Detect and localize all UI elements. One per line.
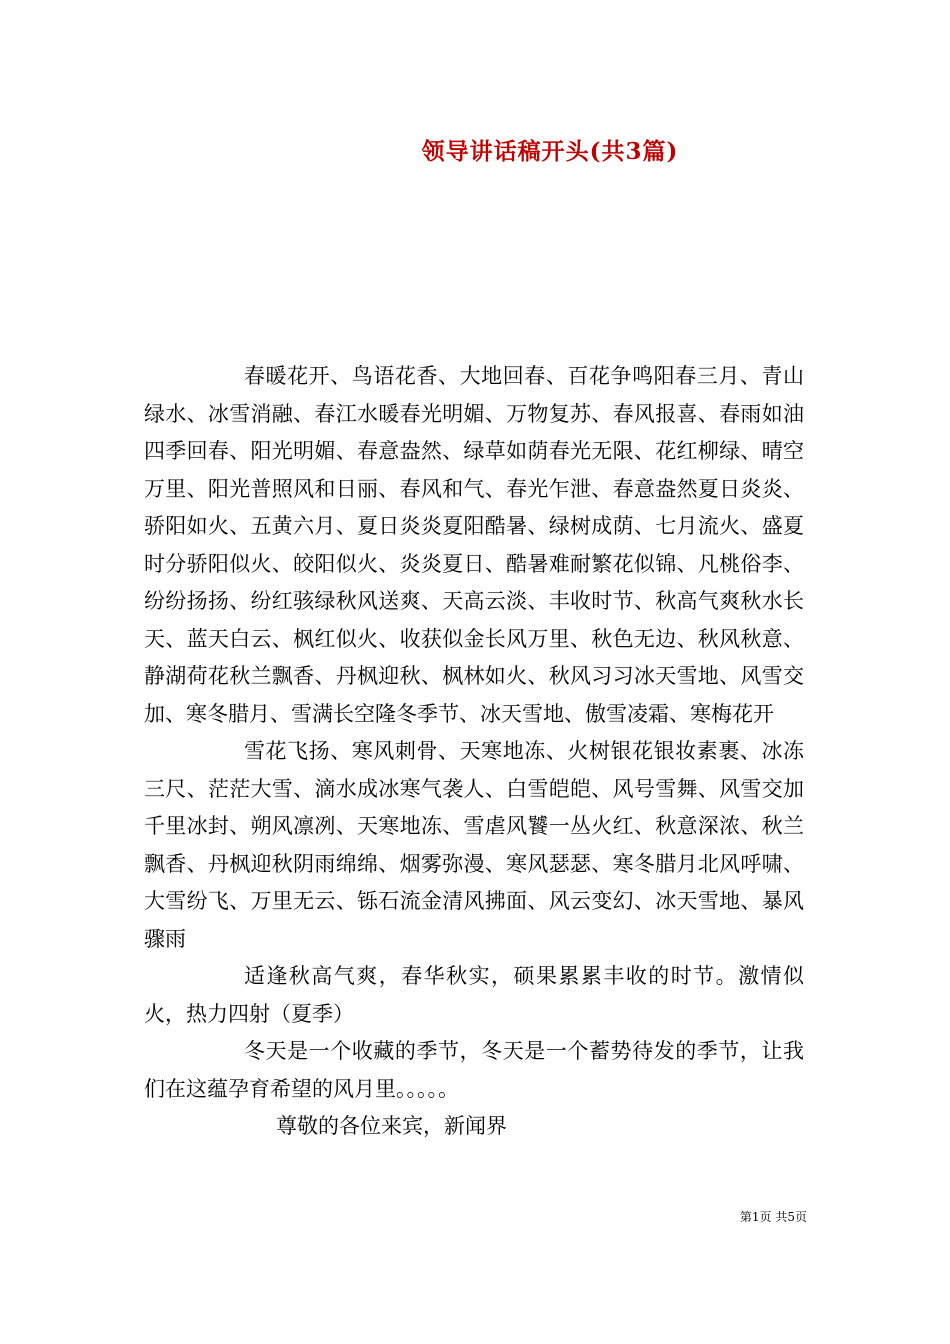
paragraph-winter-autumn-phrases: 雪花飞扬、寒风刺骨、天寒地冻、火树银花银妆素裹、冰冻三尺、茫茫大雪、滴水成冰寒气袭人、白雪皑皑、风号雪舞、风雪交加千里冰封、朔风凛冽、天寒地冻、雪虐风饕一丛火红、秋意深浓、秋兰飘香、丹枫迎秋阴雨绵绵、烟雾弥漫、寒风瑟瑟、寒冬腊月北风呼啸、大雪纷飞、万里无云、铄石流金清风拂面、风云变幻、冰天雪地、暴风骤雨 xyxy=(144,739,804,951)
paragraph-winter-season: 冬天是一个收藏的季节，冬天是一个蓄势待发的季节，让我们在这蕴孕育希望的风月里。。。。。 xyxy=(144,1039,804,1101)
document-title: 领导讲话稿开头(共3篇) xyxy=(421,138,679,165)
document-body xyxy=(144,358,804,1146)
paragraph-greeting: 尊敬的各位来宾，新闻界 xyxy=(276,1114,507,1138)
paragraph-seasons-spring-to-winter: 春暖花开、鸟语花香、大地回春、百花争鸣阳春三月、青山绿水、冰雪消融、春江水暖春光明媚、万物复苏、春风报喜、春雨如油四季回春、阳光明媚、春意盎然、绿草如荫春光无限、花红柳绿、晴空万里、阳光普照风和日丽、春风和气、春光乍泄、春意盎然夏日炎炎、骄阳如火、五黄六月、夏日炎炎夏阳酷暑、绿树成荫、七月流火、盛夏时分骄阳似火、皎阳似火、炎炎夏日、酷暑难耐繁花似锦、凡桃俗李、纷纷扬扬、纷红骇绿秋风送爽、天高云淡、丰收时节、秋高气爽秋水长天、蓝天白云、枫红似火、收获似金长风万里、秋色无边、秋风秋意、静湖荷花秋兰飘香、丹枫迎秋、枫林如火、秋风习习冰天雪地、风雪交加、寒冬腊月、雪满长空隆冬季节、冰天雪地、傲雪凌霜、寒梅花开 xyxy=(144,364,804,726)
page-indicator: 第1页 共5页 xyxy=(739,1210,807,1224)
paragraph-autumn-harvest: 适逢秋高气爽，春华秋实，硕果累累丰收的时节。激情似火，热力四射（夏季） xyxy=(144,964,804,1026)
